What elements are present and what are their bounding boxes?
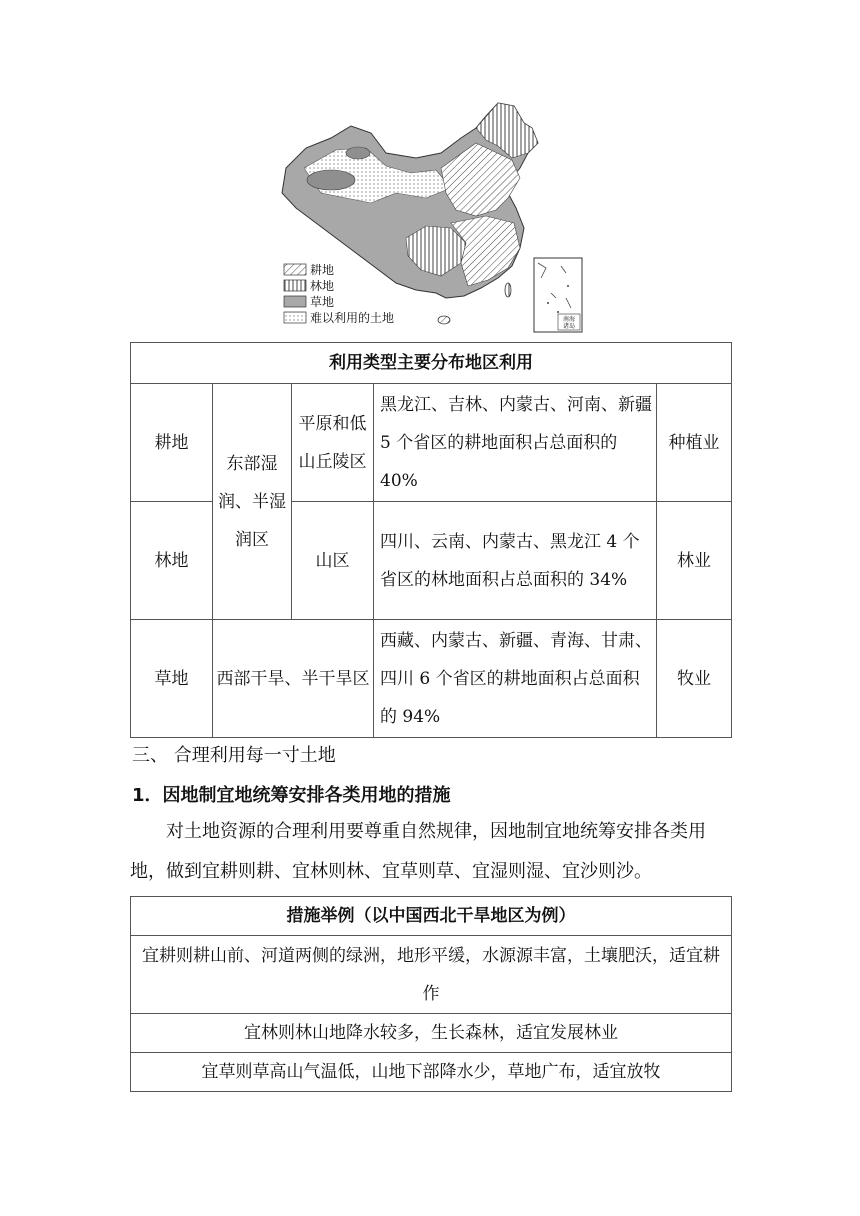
subsection-heading: 1．因地制宜地统筹安排各类用地的措施 [132, 785, 451, 806]
legend-label-forest: 林地 [310, 279, 335, 293]
land-use-table [130, 342, 732, 738]
cell-region: 东部湿润、半湿润区 [213, 384, 292, 620]
inset-label: 南海 [562, 316, 576, 323]
legend-label-unusable: 难以利用的土地 [310, 311, 395, 325]
map-legend [284, 262, 394, 325]
legend-swatch-forest [284, 280, 306, 291]
table-header-row [131, 343, 732, 384]
measures-table [130, 896, 732, 1092]
cell-terrain: 山区 [292, 502, 374, 620]
legend-swatch-cropland [284, 264, 306, 275]
cell-use: 种植业 [657, 384, 732, 502]
legend-label-grassland: 草地 [310, 295, 335, 309]
body-paragraph: 对土地资源的合理利用要尊重自然规律，因地制宜地统筹安排各类用地，做到宜耕则耕、宜林则林、宜草则草、宜湿则湿、宜沙则沙。 [130, 821, 706, 882]
svg-text:诸岛: 诸岛 [562, 323, 576, 330]
cell-use: 林业 [657, 502, 732, 620]
table-header-row [131, 897, 732, 936]
table-row [131, 936, 732, 1014]
table-header: 措施举例（以中国西北干旱地区为例） [131, 897, 732, 936]
section-heading: 三、 合理利用每一寸土地 [132, 745, 336, 766]
table-row [131, 1053, 732, 1092]
measure-cell: 宜草则草高山气温低，山地下部降水少，草地广布，适宜放牧 [131, 1053, 732, 1092]
cell-use: 牧业 [657, 620, 732, 738]
legend-label-cropland: 耕地 [310, 263, 335, 277]
table-row [131, 384, 732, 502]
table-header: 利用类型主要分布地区利用 [131, 343, 732, 384]
cell-type: 林地 [131, 502, 213, 620]
cell-distribution: 黑龙江、吉林、内蒙古、河南、新疆 5 个省区的耕地面积占总面积的 40% [374, 384, 657, 502]
land-use-map [276, 98, 588, 334]
cell-terrain: 平原和低山丘陵区 [292, 384, 374, 502]
cell-type: 耕地 [131, 384, 213, 502]
cell-type: 草地 [131, 620, 213, 738]
table-row [131, 1014, 732, 1053]
legend-swatch-grassland [284, 296, 306, 307]
cell-distribution: 四川、云南、内蒙古、黑龙江 4 个省区的林地面积占总面积的 34% [374, 502, 657, 620]
measure-cell: 宜耕则耕山前、河道两侧的绿洲，地形平缓，水源源丰富，土壤肥沃，适宜耕作 [131, 936, 732, 1014]
measure-cell: 宜林则林山地降水较多，生长森林，适宜发展林业 [131, 1014, 732, 1053]
cell-distribution: 西藏、内蒙古、新疆、青海、甘肃、四川 6 个省区的耕地面积占总面积的 94% [374, 620, 657, 738]
cell-region: 西部干旱、半干旱区 [213, 620, 374, 738]
legend-swatch-unusable [284, 312, 306, 323]
table-row [131, 620, 732, 738]
